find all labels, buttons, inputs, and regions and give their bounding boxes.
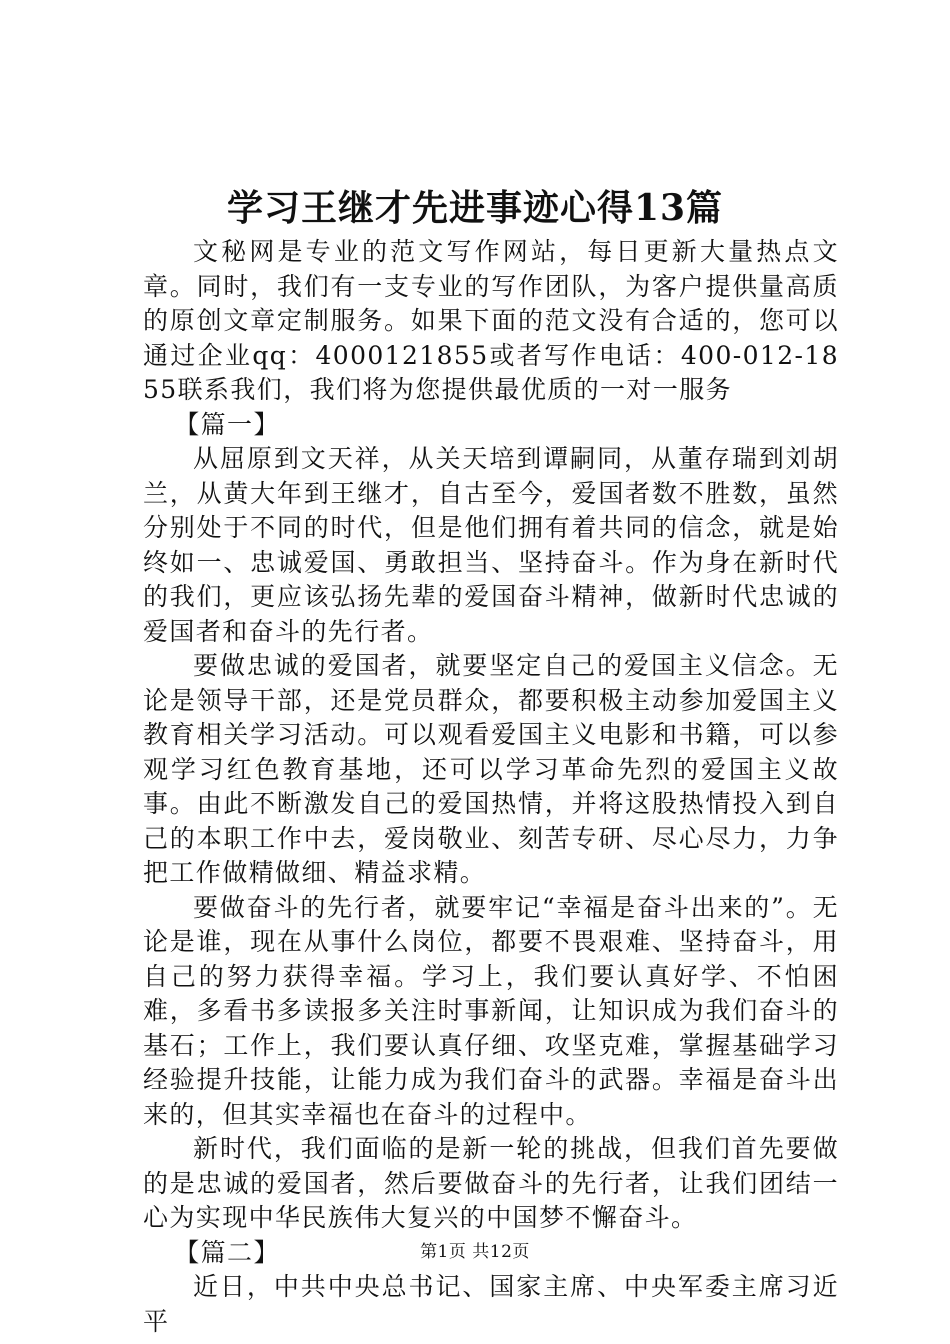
document-body	[143, 235, 839, 1339]
section-heading: 【篇二】	[174, 1237, 280, 1267]
body-paragraph: 近日，中共中央总书记、国家主席、中央军委主席习近平	[143, 1272, 839, 1336]
body-paragraph: 要做忠诚的爱国者，就要坚定自己的爱国主义信念。无论是领导干部，还是党员群众，都要积极主动参加爱国主义教育相关学习活动。可以观看爱国主义电影和书籍，可以参观学习红色教育基地，还可以学习革命先烈的爱国主义故事。由此不断激发自己的爱国热情，并将这股热情投入到自己的本职工作中去，爱岗敬业、刻苦专研、尽心尽力，力争把工作做精做细、精益求精。	[143, 651, 839, 887]
body-paragraph: 要做奋斗的先行者，就要牢记“幸福是奋斗出来的”。无论是谁，现在从事什么岗位，都要不畏艰难、坚持奋斗，用自己的努力获得幸福。学习上，我们要认真好学、不怕困难，多看书多读报多关注时事新闻，让知识成为我们奋斗的基石；工作上，我们要认真仔细、攻坚克难，掌握基础学习经验提升技能，让能力成为我们奋斗的武器。幸福是奋斗出来的，但其实幸福也在奋斗的过程中。	[143, 892, 839, 1129]
section-heading: 【篇一】	[174, 409, 280, 439]
document-title: 学习王继才先进事迹心得13篇	[226, 187, 724, 229]
body-paragraph: 从屈原到文天祥，从关天培到谭嗣同，从董存瑞到刘胡兰，从黄大年到王继才，自古至今，爱国者数不胜数，虽然分别处于不同的时代，但是他们拥有着共同的信念，就是始终如一、忠诚爱国、勇敢担当、坚持奋斗。作为身在新时代的我们，更应该弘扬先辈的爱国奋斗精神，做新时代忠诚的爱国者和奋斗的先行者。	[143, 444, 839, 646]
body-paragraph: 新时代，我们面临的是新一轮的挑战，但我们首先要做的是忠诚的爱国者，然后要做奋斗的先行者，让我们团结一心为实现中华民族伟大复兴的中国梦不懈奋斗。	[143, 1134, 839, 1232]
page-footer: 第1页 共12页	[420, 1242, 530, 1262]
intro-paragraph: 文秘网是专业的范文写作网站，每日更新大量热点文章。同时，我们有一支专业的写作团队，为客户提供量高质的原创文章定制服务。如果下面的范文没有合适的，您可以通过企业qq：4000121855或者写作电话：400-012-1855联系我们，我们将为您提供最优质的一对一服务	[143, 237, 839, 404]
